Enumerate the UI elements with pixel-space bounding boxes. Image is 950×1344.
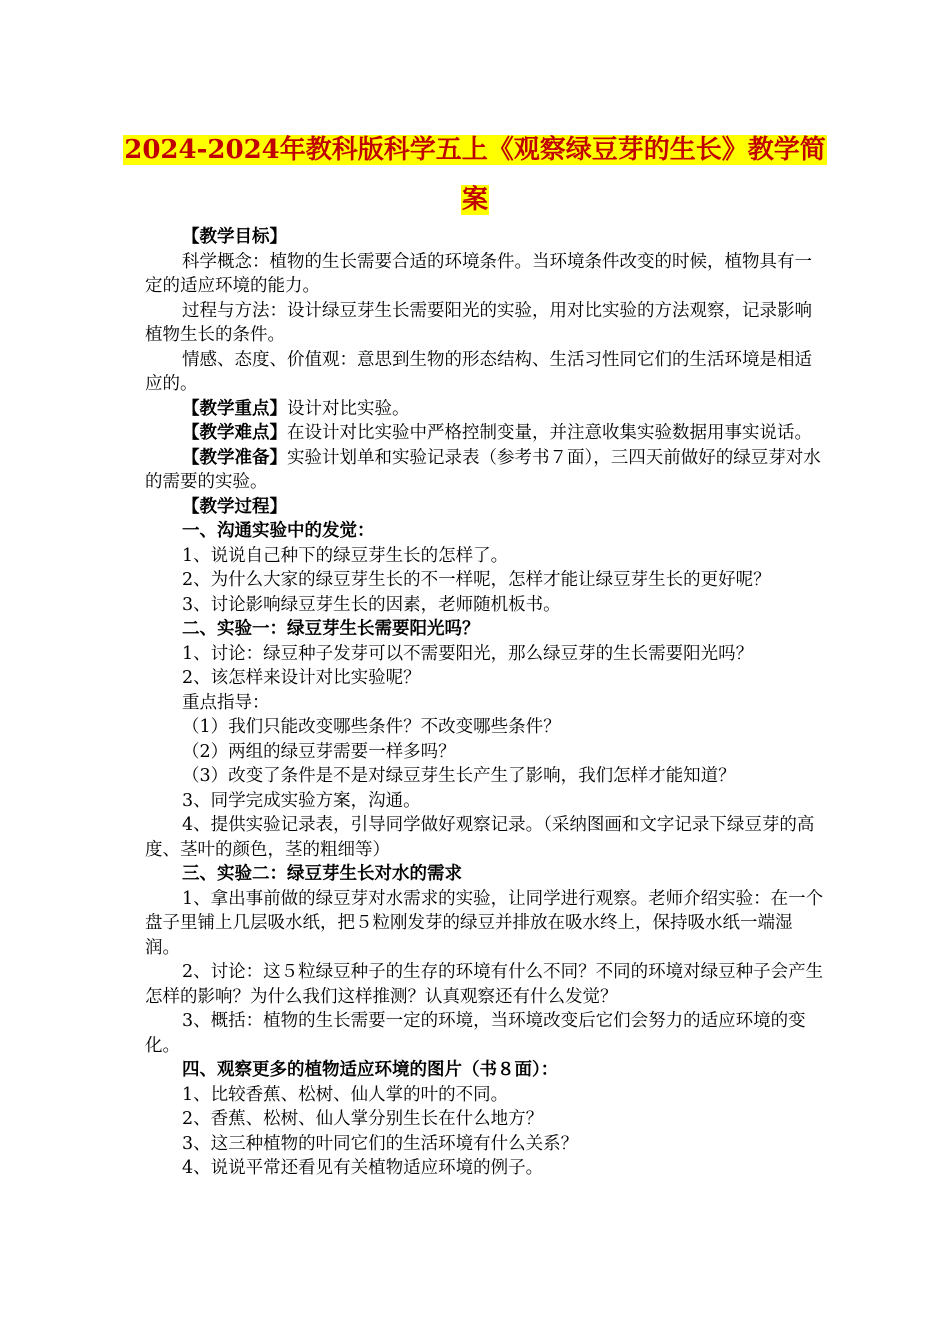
section4-item: 3、这三种植物的叶同它们的生活环境有什么关系？ xyxy=(182,1133,579,1154)
difficulty-label: 【教学难点】 xyxy=(182,423,287,443)
section3-item: 3、概括：植物的生长需要一定的环境，当环境改变后它们会努力的适应环境的变化。 xyxy=(145,1011,806,1056)
section2-item: 1、讨论：绿豆种子发芽可以不需要阳光，那么绿豆芽的生长需要阳光吗？ xyxy=(182,643,754,664)
goal-emotion: 情感、态度、价值观：意思到生物的形态结构、生活习性同它们的生活环境是相适应的。 xyxy=(145,349,812,394)
section1-heading: 一、沟通实验中的发觉： xyxy=(182,521,375,541)
section2-item: 重点指导： xyxy=(182,692,270,713)
section2-item: （2）两组的绿豆芽需要一样多吗？ xyxy=(182,741,456,762)
section4-item: 2、香蕉、松树、仙人掌分别生长在什么地方？ xyxy=(182,1109,544,1129)
goals-heading: 【教学目标】 xyxy=(182,227,287,247)
prep-text: 实验计划单和实验记录表（参考书７面），三四天前做好的绿豆芽对水的需要的实验。 xyxy=(145,447,821,492)
preparation xyxy=(145,446,825,495)
section1-item: 2、为什么大家的绿豆芽生长的不一样呢，怎样才能让绿豆芽生长的更好呢？ xyxy=(182,570,771,590)
section2-item: 4、提供实验记录表，引导同学做好观察记录。（采纳图画和文字记录下绿豆芽的高度、茎叶的颜色，茎的粗细等） xyxy=(145,815,815,860)
document-title-line1: 2024-2024年教科版科学五上《观察绿豆芽的生长》教学简 xyxy=(124,135,826,165)
section3-item: 1、拿出事前做的绿豆芽对水需求的实验，让同学进行观察。老师介绍实验：在一个盘子里铺上几层吸水纸，把５粒刚发芽的绿豆并排放在吸水终上，保持吸水纸一端湿润。 xyxy=(145,888,824,958)
difficulty-text: 在设计对比实验中严格控制变量，并注意收集实验数据用事实说话。 xyxy=(287,423,812,443)
section2-heading: 二、实验一：绿豆芽生长需要阳光吗？ xyxy=(182,619,480,639)
section2-item: （1）我们只能改变哪些条件？不改变哪些条件？ xyxy=(182,717,561,737)
section4-heading: 四、观察更多的植物适应环境的图片（书８面）： xyxy=(182,1060,559,1080)
document-title-line2: 案 xyxy=(461,185,488,215)
section3-heading: 三、实验二：绿豆芽生长对水的需求 xyxy=(182,864,462,884)
key-point xyxy=(145,397,825,422)
process-heading: 【教学过程】 xyxy=(182,496,287,517)
section3-item: 2、讨论：这５粒绿豆种子的生存的环境有什么不同？不同的环境对绿豆种子会产生怎样的影响？为什么我们这样推测？认真观察还有什么发觉？ xyxy=(145,962,824,1007)
prep-label: 【教学准备】 xyxy=(182,447,287,468)
goal-method: 过程与方法：设计绿豆芽生长需要阳光的实验，用对比实验的方法观察，记录影响植物生长的条件。 xyxy=(145,300,812,345)
section1-item: 1、说说自己种下的绿豆芽生长的怎样了。 xyxy=(182,545,509,566)
key-label: 【教学重点】 xyxy=(182,398,287,419)
key-text: 设计对比实验。 xyxy=(287,398,410,419)
document-body xyxy=(145,225,825,1181)
section4-item: 4、说说平常还看见有关植物适应环境的例子。 xyxy=(182,1158,544,1178)
section2-item: （3）改变了条件是不是对绿豆芽生长产生了影响，我们怎样才能知道？ xyxy=(182,766,736,786)
section2-item: 3、同学完成实验方案，沟通。 xyxy=(182,790,421,811)
difficulty-point xyxy=(145,421,825,446)
section2-item: 2、该怎样来设计对比实验呢？ xyxy=(182,668,421,688)
section4-item: 1、比较香蕉、松树、仙人掌的叶的不同。 xyxy=(182,1084,509,1105)
section1-item: 3、讨论影响绿豆芽生长的因素，老师随机板书。 xyxy=(182,594,561,615)
goal-concept: 科学概念：植物的生长需要合适的环境条件。当环境条件改变的时候，植物具有一定的适应环境的能力。 xyxy=(145,251,812,296)
